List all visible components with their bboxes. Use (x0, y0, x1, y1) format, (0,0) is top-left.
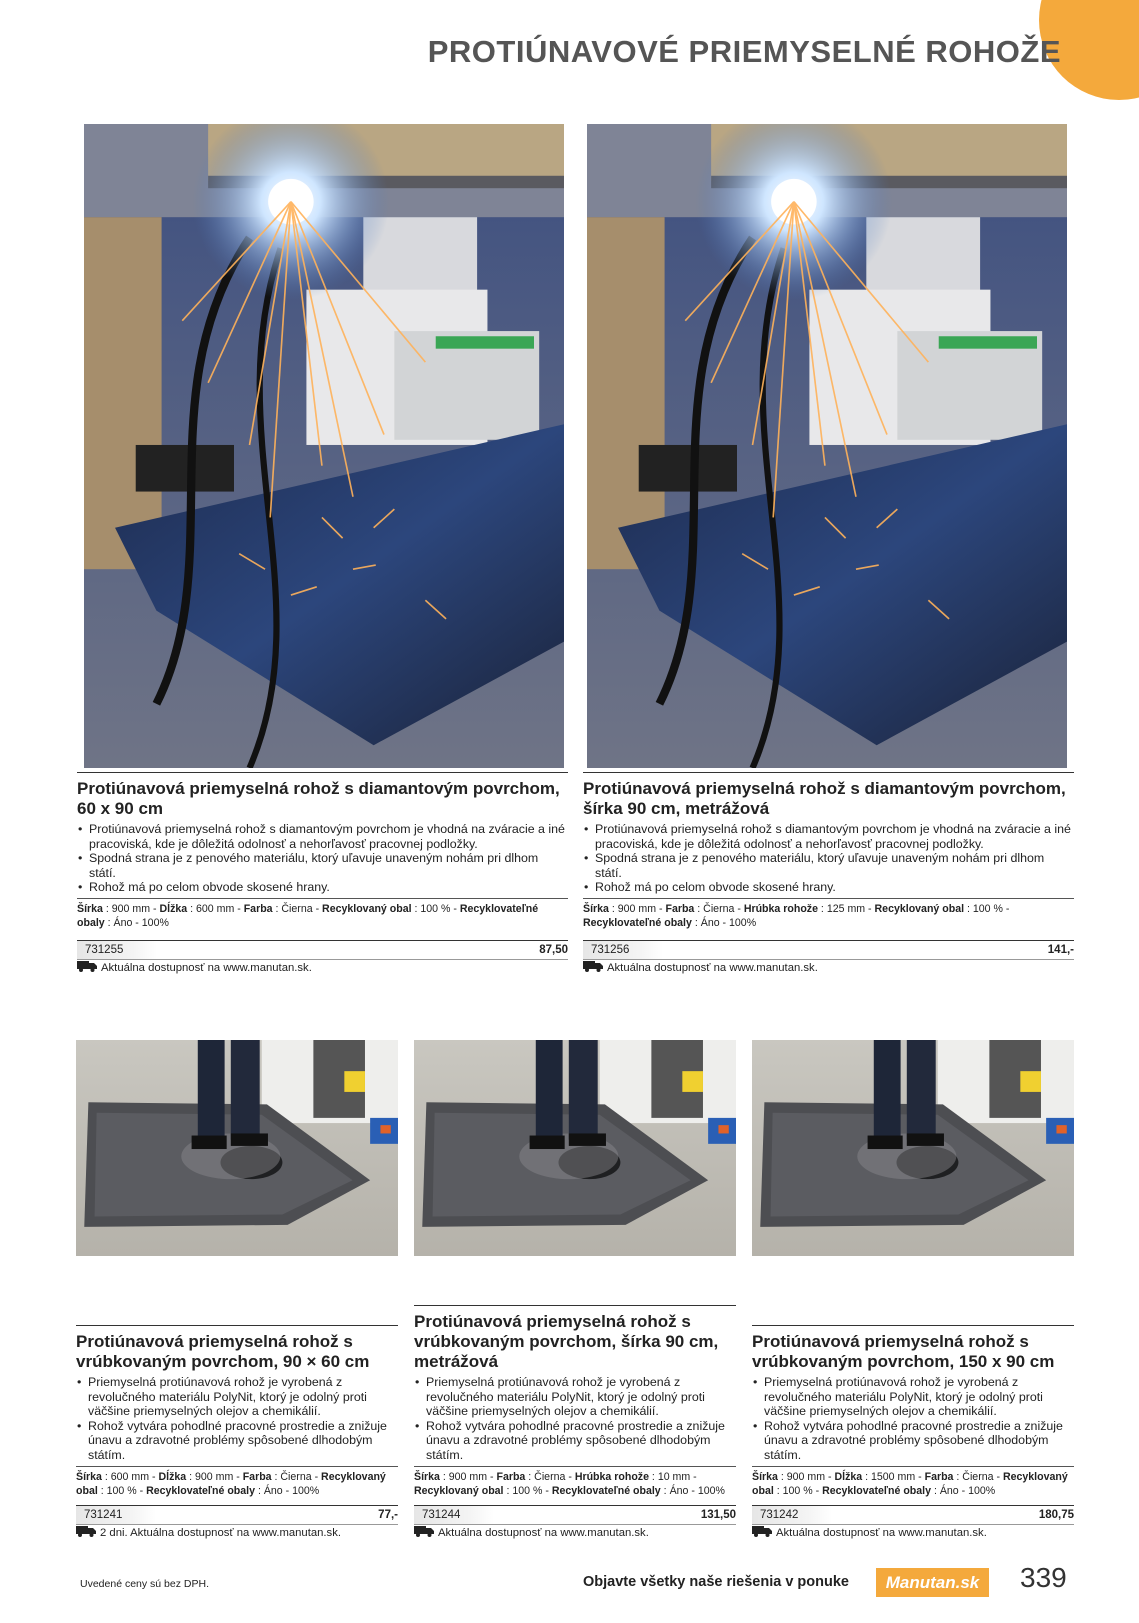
delivery-truck-icon (583, 961, 603, 972)
availability-note: Aktuálna dostupnosť na www.manutan.sk. (77, 961, 312, 975)
feature-item: • Rohož má po celom obvode skosené hrany. (583, 880, 1074, 895)
delivery-truck-icon (752, 1526, 772, 1537)
product-title: Protiúnavová priemyselná rohož s diamantovým povrchom, 60 x 90 cm (77, 779, 560, 818)
order-row[interactable] (414, 1505, 736, 1525)
feature-item: • Spodná strana je z penového materiálu, ktorý uľavuje unaveným nohám pri dlhom státí. (77, 851, 568, 880)
product-code: 731256 (583, 941, 663, 959)
product-price: 87,50 (539, 944, 568, 956)
order-row[interactable] (76, 1505, 398, 1525)
page-number: 339 (1020, 1562, 1067, 1593)
product-price: 180,75 (1038, 1509, 1074, 1521)
footer-cta: Objavte všetky naše riešenia v ponuke (583, 1574, 849, 1590)
product-photo (752, 1040, 1074, 1256)
availability-note: 2 dni. Aktuálna dostupnosť na www.manutan.sk. (76, 1526, 341, 1540)
feature-item: • Rohož vytvára pohodlné pracovné prostredie a znižuje únavu a zdravotné problémy spôsobené dlhodobým státím. (414, 1419, 736, 1463)
product-code: 731242 (752, 1506, 832, 1524)
product-price: 141,- (1047, 944, 1074, 956)
order-row[interactable] (583, 940, 1074, 960)
product-price: 131,50 (700, 1509, 736, 1521)
product-code: 731244 (414, 1506, 494, 1524)
product-info (76, 1325, 398, 1498)
product-info (752, 1325, 1074, 1498)
product-title: Protiúnavová priemyselná rohož s vrúbkovaným povrchom, 90 × 60 cm (76, 1332, 370, 1371)
order-row[interactable] (77, 940, 568, 960)
feature-list (77, 822, 568, 895)
product-photo (414, 1040, 736, 1256)
feature-item: • Priemyselná protiúnavová rohož je vyrobená z revolučného materiálu PolyNit, ktorý je odolný proti väčšine priemyselných olejov a chemikálií. (752, 1375, 1074, 1419)
feature-item: • Rohož vytvára pohodlné pracovné prostredie a znižuje únavu a zdravotné problémy spôsobené dlhodobým státím. (76, 1419, 398, 1463)
product-info (414, 1305, 736, 1498)
spec-line: Šírka : 600 mm - Dĺžka : 900 mm - Farba : Čierna - Recyklovaný obal : 100 % - Recyklovateľné obaly : Áno - 100% (76, 1466, 398, 1498)
availability-note: Aktuálna dostupnosť na www.manutan.sk. (583, 961, 818, 975)
feature-item: • Rohož vytvára pohodlné pracovné prostredie a znižuje únavu a zdravotné problémy spôsobené dlhodobým státím. (752, 1419, 1074, 1463)
product-info (77, 772, 568, 930)
product-photo (84, 124, 564, 768)
product-price: 77,- (378, 1509, 398, 1521)
manutan-logo[interactable]: Manutan.sk (876, 1568, 989, 1597)
order-row[interactable] (752, 1505, 1074, 1525)
spec-line: Šírka : 900 mm - Dĺžka : 1500 mm - Farba : Čierna - Recyklovaný obal : 100 % - Recyklovateľné obaly : Áno - 100% (752, 1466, 1074, 1498)
feature-list (583, 822, 1074, 895)
page-title: PROTIÚNAVOVÉ PRIEMYSELNÉ ROHOŽE (427, 34, 1061, 69)
delivery-truck-icon (414, 1526, 434, 1537)
delivery-truck-icon (76, 1526, 96, 1537)
feature-list (76, 1375, 398, 1463)
feature-list (752, 1375, 1074, 1463)
product-title: Protiúnavová priemyselná rohož s vrúbkovaným povrchom, 150 x 90 cm (752, 1332, 1055, 1371)
spec-line: Šírka : 900 mm - Dĺžka : 600 mm - Farba : Čierna - Recyklovaný obal : 100 % - Recyklovateľné obaly : Áno - 100% (77, 898, 568, 930)
delivery-truck-icon (77, 961, 97, 972)
product-title: Protiúnavová priemyselná rohož s vrúbkovaným povrchom, šírka 90 cm, metrážová (414, 1312, 719, 1371)
feature-item: • Priemyselná protiúnavová rohož je vyrobená z revolučného materiálu PolyNit, ktorý je odolný proti väčšine priemyselných olejov a chemikálií. (76, 1375, 398, 1419)
spec-line: Šírka : 900 mm - Farba : Čierna - Hrúbka rohože : 10 mm - Recyklovaný obal : 100 % - Recyklovateľné obaly : Áno - 100% (414, 1466, 736, 1498)
feature-item: • Priemyselná protiúnavová rohož je vyrobená z revolučného materiálu PolyNit, ktorý je odolný proti väčšine priemyselných olejov a chemikálií. (414, 1375, 736, 1419)
feature-item: • Spodná strana je z penového materiálu, ktorý uľavuje unaveným nohám pri dlhom státí. (583, 851, 1074, 880)
feature-item: • Protiúnavová priemyselná rohož s diamantovým povrchom je vhodná na zváracie a iné pracoviská, kde je dôležitá odolnosť a nehorľavosť pracovnej podložky. (77, 822, 568, 851)
feature-item: • Protiúnavová priemyselná rohož s diamantovým povrchom je vhodná na zváracie a iné pracoviská, kde je dôležitá odolnosť a nehorľavosť pracovnej podložky. (583, 822, 1074, 851)
feature-list (414, 1375, 736, 1463)
product-photo (76, 1040, 398, 1256)
product-title: Protiúnavová priemyselná rohož s diamantovým povrchom, šírka 90 cm, metrážová (583, 779, 1066, 818)
availability-note: Aktuálna dostupnosť na www.manutan.sk. (414, 1526, 649, 1540)
spec-line: Šírka : 900 mm - Farba : Čierna - Hrúbka rohože : 125 mm - Recyklovaný obal : 100 % - Recyklovateľné obaly : Áno - 100% (583, 898, 1074, 930)
price-note: Uvedené ceny sú bez DPH. (80, 1578, 209, 1590)
product-photo (587, 124, 1067, 768)
feature-item: • Rohož má po celom obvode skosené hrany. (77, 880, 568, 895)
product-code: 731241 (76, 1506, 156, 1524)
availability-note: Aktuálna dostupnosť na www.manutan.sk. (752, 1526, 987, 1540)
product-info (583, 772, 1074, 930)
product-code: 731255 (77, 941, 157, 959)
